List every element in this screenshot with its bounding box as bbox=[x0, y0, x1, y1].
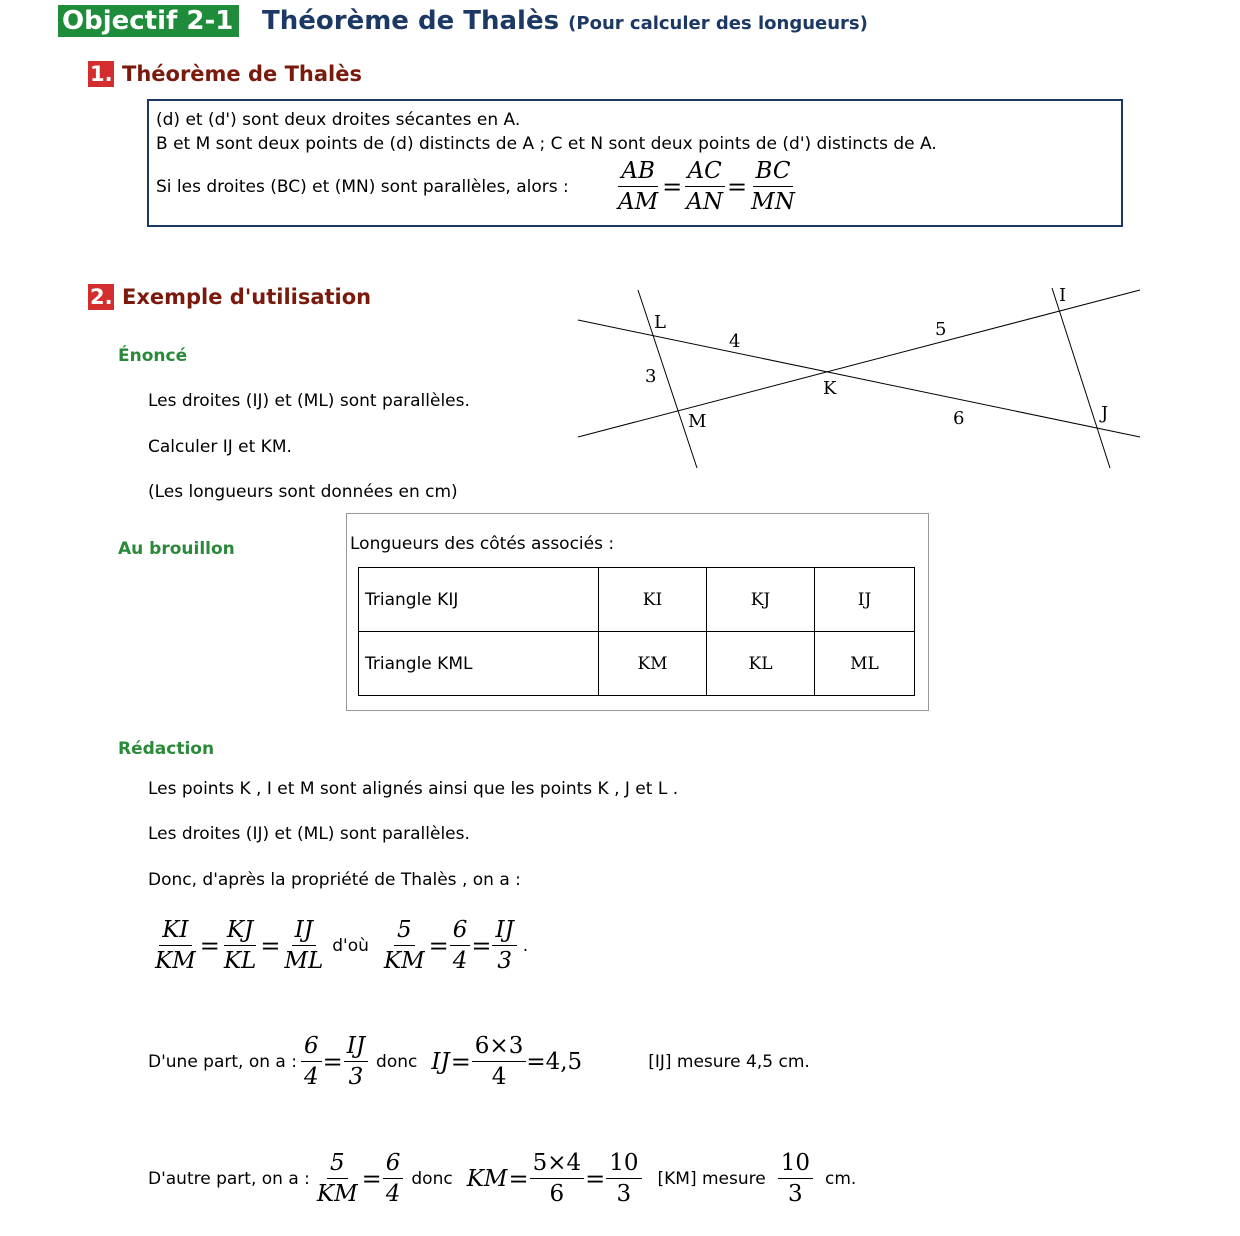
numerator: 6 bbox=[383, 1148, 404, 1179]
denominator: 6 bbox=[549, 1181, 565, 1207]
equals-sign: = bbox=[662, 172, 683, 201]
point-label-M: M bbox=[688, 411, 707, 432]
theorem-line2: B et M sont deux points de (d) distincts de A ; C et N sont deux points de (d') distincts de A. bbox=[156, 134, 937, 154]
donc-text: donc bbox=[411, 1168, 453, 1189]
equals-sign: = bbox=[428, 931, 449, 960]
period: . bbox=[522, 935, 529, 956]
denominator: KM bbox=[316, 1181, 358, 1207]
redaction-line3: Donc, d'après la propriété de Thalès , on a : bbox=[148, 870, 521, 890]
part1-equation bbox=[148, 1031, 810, 1092]
donc-text: donc bbox=[376, 1051, 418, 1072]
length-label-KJ: 6 bbox=[953, 408, 965, 429]
denominator: 3 bbox=[788, 1181, 803, 1207]
numerator: 6×3 bbox=[472, 1031, 527, 1062]
line-LJ bbox=[578, 320, 1140, 437]
denominator: KM bbox=[383, 948, 425, 974]
fraction bbox=[344, 1031, 368, 1092]
numerator: 5 bbox=[394, 915, 415, 946]
denominator: MN bbox=[751, 189, 795, 215]
associated-sides-table bbox=[358, 567, 915, 696]
fraction bbox=[221, 915, 259, 976]
denominator: 4 bbox=[452, 948, 468, 974]
length-label-LM: 3 bbox=[645, 366, 657, 387]
fraction bbox=[314, 1148, 361, 1209]
length-label-LK: 4 bbox=[729, 331, 741, 352]
equals-sign: = bbox=[322, 1047, 343, 1076]
equals-sign: = bbox=[260, 931, 281, 960]
denominator: AN bbox=[686, 189, 724, 215]
numerator: 6 bbox=[301, 1031, 322, 1062]
redaction-heading: Rédaction bbox=[118, 739, 215, 759]
section1-title: Théorème de Thalès bbox=[122, 62, 362, 86]
fraction bbox=[778, 1148, 813, 1209]
table-cell: ML bbox=[815, 632, 915, 696]
brouillon-panel bbox=[346, 513, 929, 711]
fraction bbox=[281, 915, 326, 976]
denominator: ML bbox=[284, 948, 324, 974]
redaction-line1: Les points K , I et M sont alignés ainsi que les points K , J et L . bbox=[148, 779, 679, 799]
section2-number: 2. bbox=[90, 285, 113, 309]
point-label-K: K bbox=[823, 378, 837, 399]
table-row bbox=[359, 632, 915, 696]
fraction bbox=[606, 1148, 641, 1209]
numerator: 6 bbox=[450, 915, 471, 946]
theorem-line3: Si les droites (BC) et (MN) sont parallèles, alors : bbox=[156, 177, 569, 197]
point-label-L: L bbox=[654, 312, 666, 333]
table-cell: KI bbox=[599, 568, 707, 632]
denominator: AM bbox=[618, 189, 659, 215]
table-row bbox=[359, 568, 915, 632]
brouillon-caption: Longueurs des côtés associés : bbox=[350, 534, 615, 554]
part2-equation bbox=[148, 1148, 856, 1209]
equals-sign: = bbox=[361, 1164, 382, 1193]
part1-conclusion: [IJ] mesure 4,5 cm. bbox=[648, 1051, 810, 1072]
denominator: KM bbox=[155, 948, 196, 974]
denominator: 3 bbox=[616, 1181, 632, 1207]
line-IJ bbox=[1052, 288, 1110, 468]
fraction bbox=[492, 915, 516, 976]
lhs: IJ bbox=[431, 1048, 450, 1075]
enonce-line2: Calculer IJ et KM. bbox=[148, 437, 292, 457]
point-label-I: I bbox=[1059, 285, 1067, 306]
section2-title: Exemple d'utilisation bbox=[122, 285, 372, 309]
table-cell: KL bbox=[707, 632, 815, 696]
equals-sign: = bbox=[471, 931, 492, 960]
brouillon-heading: Au brouillon bbox=[118, 539, 235, 559]
objective-badge: Objectif 2-1 bbox=[58, 5, 239, 37]
fraction bbox=[530, 1148, 585, 1209]
numerator: KI bbox=[159, 915, 191, 946]
fraction bbox=[152, 915, 199, 976]
fraction bbox=[383, 1148, 404, 1209]
result: =4,5 bbox=[526, 1048, 583, 1075]
row-label: Triangle KIJ bbox=[359, 568, 599, 632]
enonce-line1: Les droites (IJ) et (ML) sont parallèles. bbox=[148, 391, 470, 411]
thales-ratio-equation bbox=[152, 915, 528, 976]
part1-lead: D'une part, on a : bbox=[148, 1051, 297, 1072]
equals-sign: = bbox=[450, 1047, 471, 1076]
table-cell: KJ bbox=[707, 568, 815, 632]
length-label-KI: 5 bbox=[935, 319, 947, 340]
fraction bbox=[450, 915, 471, 976]
fraction bbox=[472, 1031, 527, 1092]
numerator: IJ bbox=[292, 915, 316, 946]
numerator: 10 bbox=[606, 1148, 641, 1179]
table-cell: KM bbox=[599, 632, 707, 696]
numerator: 10 bbox=[778, 1148, 813, 1179]
thales-figure bbox=[0, 0, 1240, 480]
page-subtitle: (Pour calculer des longueurs) bbox=[568, 13, 868, 34]
lhs: KM bbox=[466, 1165, 508, 1192]
part2-lead: D'autre part, on a : bbox=[148, 1168, 310, 1189]
part2-conclusion: [KM] mesure bbox=[657, 1168, 766, 1189]
fraction bbox=[301, 1031, 322, 1092]
theorem-line1: (d) et (d') sont deux droites sécantes en A. bbox=[156, 110, 521, 130]
point-label-J: J bbox=[1101, 403, 1109, 424]
denominator: 4 bbox=[303, 1064, 319, 1090]
page-title-text: Théorème de Thalès bbox=[262, 6, 560, 36]
numerator: AB bbox=[618, 156, 658, 187]
numerator: 5 bbox=[327, 1148, 348, 1179]
denominator: 3 bbox=[497, 948, 512, 974]
section1-number: 1. bbox=[90, 62, 113, 86]
equals-sign: = bbox=[585, 1164, 606, 1193]
numerator: 5×4 bbox=[530, 1148, 585, 1179]
numerator: IJ bbox=[344, 1031, 368, 1062]
numerator: BC bbox=[753, 156, 794, 187]
unit: cm. bbox=[825, 1168, 857, 1189]
equals-sign: = bbox=[508, 1164, 529, 1193]
enonce-heading: Énoncé bbox=[118, 346, 188, 366]
denominator: 4 bbox=[385, 1181, 401, 1207]
denominator: 3 bbox=[348, 1064, 364, 1090]
enonce-line3: (Les longueurs sont données en cm) bbox=[148, 482, 458, 502]
row-label: Triangle KML bbox=[359, 632, 599, 696]
denominator: KL bbox=[223, 948, 257, 974]
equals-sign: = bbox=[727, 172, 748, 201]
table-cell: IJ bbox=[815, 568, 915, 632]
numerator: KJ bbox=[224, 915, 256, 946]
dou-text: d'où bbox=[332, 935, 369, 956]
fraction bbox=[381, 915, 428, 976]
redaction-line2: Les droites (IJ) et (ML) sont parallèles. bbox=[148, 824, 470, 844]
numerator: AC bbox=[685, 156, 725, 187]
denominator: 4 bbox=[491, 1064, 507, 1090]
equals-sign: = bbox=[199, 931, 220, 960]
numerator: IJ bbox=[492, 915, 516, 946]
